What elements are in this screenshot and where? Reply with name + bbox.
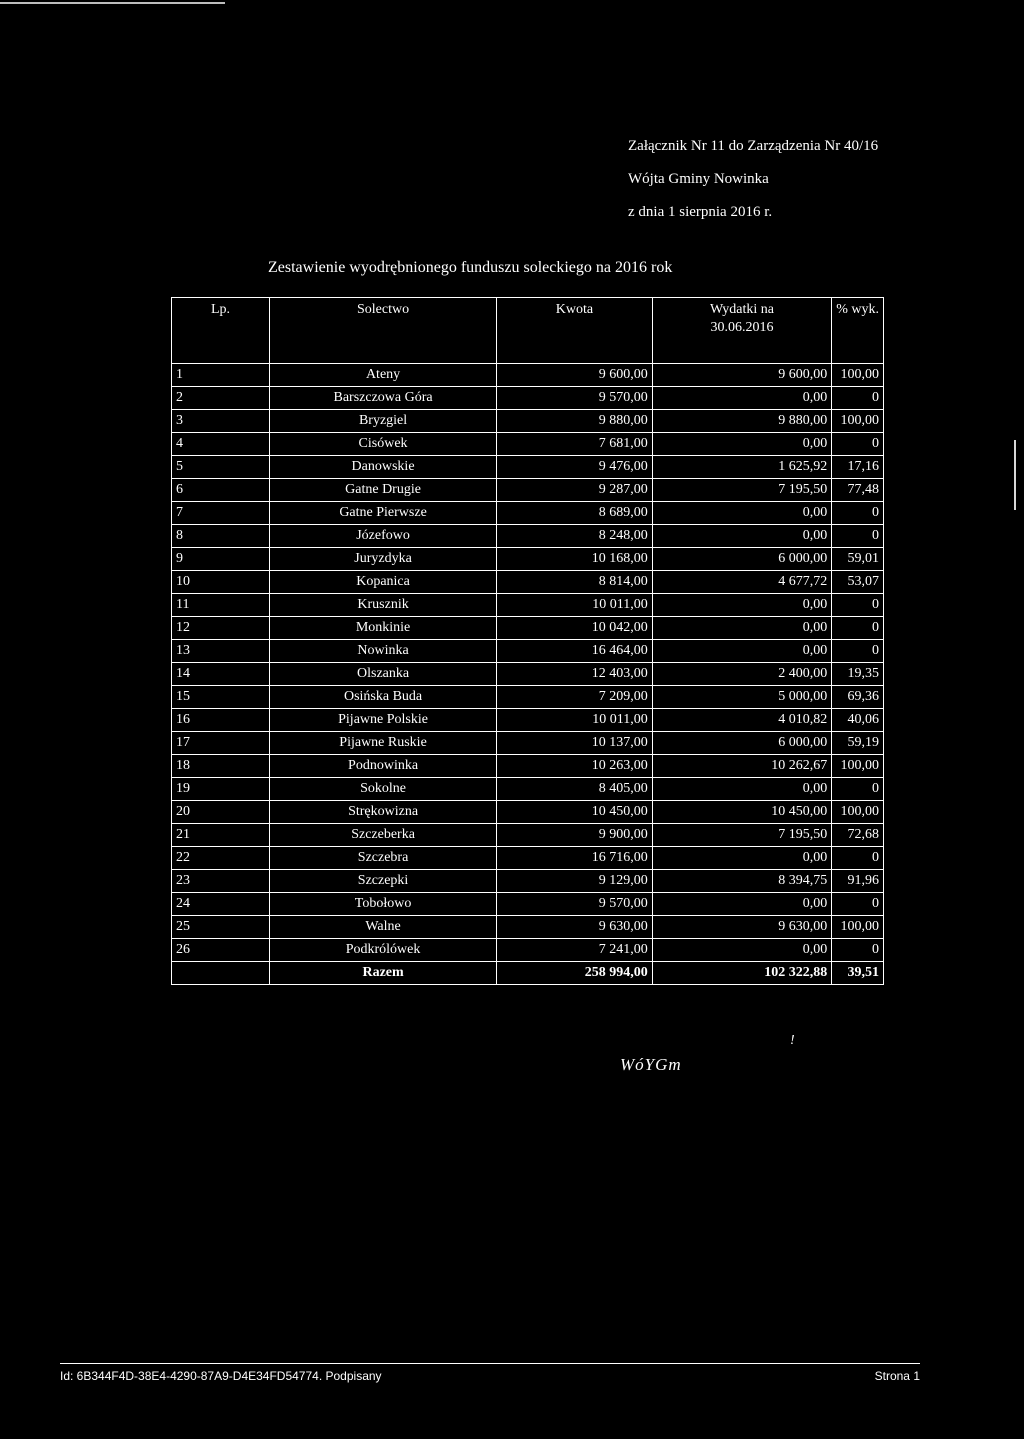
row-wydatki: 9 600,00 [652,364,831,387]
page-number: Strona 1 [874,1369,920,1383]
row-lp: 25 [172,916,270,939]
table-row [172,548,884,571]
row-wydatki: 4 677,72 [652,571,831,594]
row-wydatki: 10 450,00 [652,801,831,824]
row-pct: 0 [832,893,884,916]
row-wydatki: 6 000,00 [652,732,831,755]
row-kwota: 10 042,00 [497,617,653,640]
row-solectwo: Gatne Drugie [270,479,497,502]
table-row [172,617,884,640]
table-row [172,824,884,847]
row-lp: 19 [172,778,270,801]
row-solectwo: Danowskie [270,456,497,479]
row-solectwo: Osińska Buda [270,686,497,709]
row-kwota: 9 129,00 [497,870,653,893]
row-kwota: 8 405,00 [497,778,653,801]
row-solectwo: Podkrólówek [270,939,497,962]
row-solectwo: Bryzgiel [270,410,497,433]
row-lp: 7 [172,502,270,525]
row-kwota: 16 464,00 [497,640,653,663]
table-body [172,364,884,962]
row-solectwo: Józefowo [270,525,497,548]
row-lp: 26 [172,939,270,962]
table-row [172,640,884,663]
row-kwota: 8 248,00 [497,525,653,548]
row-kwota: 8 689,00 [497,502,653,525]
table-row [172,571,884,594]
row-pct: 19,35 [832,663,884,686]
row-solectwo: Szczeberka [270,824,497,847]
row-wydatki: 0,00 [652,640,831,663]
total-kwota: 258 994,00 [497,962,653,985]
row-wydatki: 0,00 [652,594,831,617]
row-kwota: 7 241,00 [497,939,653,962]
row-pct: 0 [832,617,884,640]
table-row [172,387,884,410]
row-solectwo: Olszanka [270,663,497,686]
row-lp: 2 [172,387,270,410]
row-pct: 0 [832,433,884,456]
row-solectwo: Podnowinka [270,755,497,778]
row-solectwo: Kopanica [270,571,497,594]
row-kwota: 16 716,00 [497,847,653,870]
table-row [172,778,884,801]
table-row [172,893,884,916]
row-pct: 0 [832,502,884,525]
scan-edge-line [0,2,225,4]
row-lp: 11 [172,594,270,617]
row-solectwo: Ateny [270,364,497,387]
row-lp: 20 [172,801,270,824]
row-lp: 22 [172,847,270,870]
row-kwota: 10 137,00 [497,732,653,755]
attachment-line-1: Załącznik Nr 11 do Zarządzenia Nr 40/16 [628,138,879,154]
row-wydatki: 6 000,00 [652,548,831,571]
row-wydatki: 0,00 [652,617,831,640]
row-pct: 0 [832,640,884,663]
table-row [172,847,884,870]
row-pct: 53,07 [832,571,884,594]
table-row [172,479,884,502]
row-kwota: 9 287,00 [497,479,653,502]
row-pct: 72,68 [832,824,884,847]
row-kwota: 7 681,00 [497,433,653,456]
row-pct: 69,36 [832,686,884,709]
row-solectwo: Monkinie [270,617,497,640]
row-lp: 3 [172,410,270,433]
row-pct: 0 [832,525,884,548]
row-wydatki: 0,00 [652,502,831,525]
table-row [172,663,884,686]
col-header-pct: % wyk. [832,298,884,364]
table-row [172,502,884,525]
row-kwota: 10 168,00 [497,548,653,571]
table-row [172,364,884,387]
row-solectwo: Walne [270,916,497,939]
row-lp: 13 [172,640,270,663]
row-lp: 6 [172,479,270,502]
row-wydatki: 0,00 [652,778,831,801]
table-row [172,939,884,962]
col-header-kwota: Kwota [497,298,653,364]
row-pct: 59,01 [832,548,884,571]
row-wydatki: 10 262,67 [652,755,831,778]
row-lp: 24 [172,893,270,916]
row-pct: 100,00 [832,801,884,824]
row-lp: 21 [172,824,270,847]
total-pct: 39,51 [832,962,884,985]
table-row [172,433,884,456]
row-pct: 0 [832,387,884,410]
row-kwota: 10 450,00 [497,801,653,824]
row-pct: 100,00 [832,410,884,433]
row-kwota: 9 570,00 [497,387,653,410]
total-label: Razem [270,962,497,985]
row-kwota: 9 600,00 [497,364,653,387]
row-kwota: 10 263,00 [497,755,653,778]
row-kwota: 9 880,00 [497,410,653,433]
row-pct: 0 [832,939,884,962]
row-wydatki: 0,00 [652,893,831,916]
table-row [172,594,884,617]
row-kwota: 10 011,00 [497,709,653,732]
row-wydatki: 0,00 [652,525,831,548]
row-pct: 100,00 [832,755,884,778]
row-kwota: 9 900,00 [497,824,653,847]
signature: WóYGm [620,1055,682,1074]
row-wydatki: 0,00 [652,387,831,410]
row-wydatki: 9 630,00 [652,916,831,939]
row-wydatki: 8 394,75 [652,870,831,893]
row-lp: 10 [172,571,270,594]
row-wydatki: 7 195,50 [652,479,831,502]
row-solectwo: Cisówek [270,433,497,456]
row-solectwo: Barszczowa Góra [270,387,497,410]
document-id: Id: 6B344F4D-38E4-4290-87A9-D4E34FD54774. Podpisany [60,1369,382,1383]
row-pct: 40,06 [832,709,884,732]
row-wydatki: 0,00 [652,433,831,456]
row-kwota: 12 403,00 [497,663,653,686]
row-solectwo: Szczepki [270,870,497,893]
row-lp: 14 [172,663,270,686]
table-row [172,525,884,548]
row-kwota: 9 570,00 [497,893,653,916]
row-solectwo: Krusznik [270,594,497,617]
row-solectwo: Sokolne [270,778,497,801]
row-lp: 5 [172,456,270,479]
row-lp: 17 [172,732,270,755]
row-pct: 100,00 [832,364,884,387]
row-wydatki: 4 010,82 [652,709,831,732]
row-pct: 59,19 [832,732,884,755]
col-header-lp: Lp. [172,298,270,364]
row-kwota: 10 011,00 [497,594,653,617]
row-lp: 4 [172,433,270,456]
row-wydatki: 1 625,92 [652,456,831,479]
row-solectwo: Szczebra [270,847,497,870]
table-header-row [172,298,884,364]
row-lp: 15 [172,686,270,709]
attachment-line-3: z dnia 1 sierpnia 2016 r. [628,204,773,220]
row-wydatki: 9 880,00 [652,410,831,433]
row-solectwo: Tobołowo [270,893,497,916]
scan-side-line [1014,440,1016,510]
row-lp: 9 [172,548,270,571]
table-row [172,755,884,778]
table-row [172,709,884,732]
document-title: Zestawienie wyodrębnionego funduszu soleckiego na 2016 rok [268,259,673,276]
row-kwota: 9 630,00 [497,916,653,939]
row-lp: 1 [172,364,270,387]
row-solectwo: Strękowizna [270,801,497,824]
table-row [172,916,884,939]
row-pct: 0 [832,778,884,801]
row-solectwo: Pijawne Polskie [270,709,497,732]
row-pct: 100,00 [832,916,884,939]
table-row [172,870,884,893]
signature-mark: ! [790,1033,795,1048]
total-lp-cell [172,962,270,985]
row-kwota: 8 814,00 [497,571,653,594]
row-pct: 77,48 [832,479,884,502]
attachment-line-2: Wójta Gminy Nowinka [628,171,769,187]
total-wydatki: 102 322,88 [652,962,831,985]
row-wydatki: 0,00 [652,939,831,962]
row-pct: 91,96 [832,870,884,893]
table-row [172,410,884,433]
row-wydatki: 5 000,00 [652,686,831,709]
row-wydatki: 2 400,00 [652,663,831,686]
table-row [172,456,884,479]
row-lp: 8 [172,525,270,548]
row-wydatki: 0,00 [652,847,831,870]
row-lp: 18 [172,755,270,778]
row-solectwo: Nowinka [270,640,497,663]
row-wydatki: 7 195,50 [652,824,831,847]
row-lp: 12 [172,617,270,640]
table-row [172,686,884,709]
fund-table [171,297,884,985]
row-lp: 23 [172,870,270,893]
total-row [172,962,884,985]
col-header-solectwo: Solectwo [270,298,497,364]
row-solectwo: Pijawne Ruskie [270,732,497,755]
row-lp: 16 [172,709,270,732]
footer [60,1363,920,1383]
row-pct: 0 [832,594,884,617]
col-header-wydatki: Wydatki na 30.06.2016 [652,298,831,364]
row-pct: 0 [832,847,884,870]
row-kwota: 9 476,00 [497,456,653,479]
table-row [172,732,884,755]
row-solectwo: Gatne Pierwsze [270,502,497,525]
row-pct: 17,16 [832,456,884,479]
table-row [172,801,884,824]
row-kwota: 7 209,00 [497,686,653,709]
row-solectwo: Juryzdyka [270,548,497,571]
